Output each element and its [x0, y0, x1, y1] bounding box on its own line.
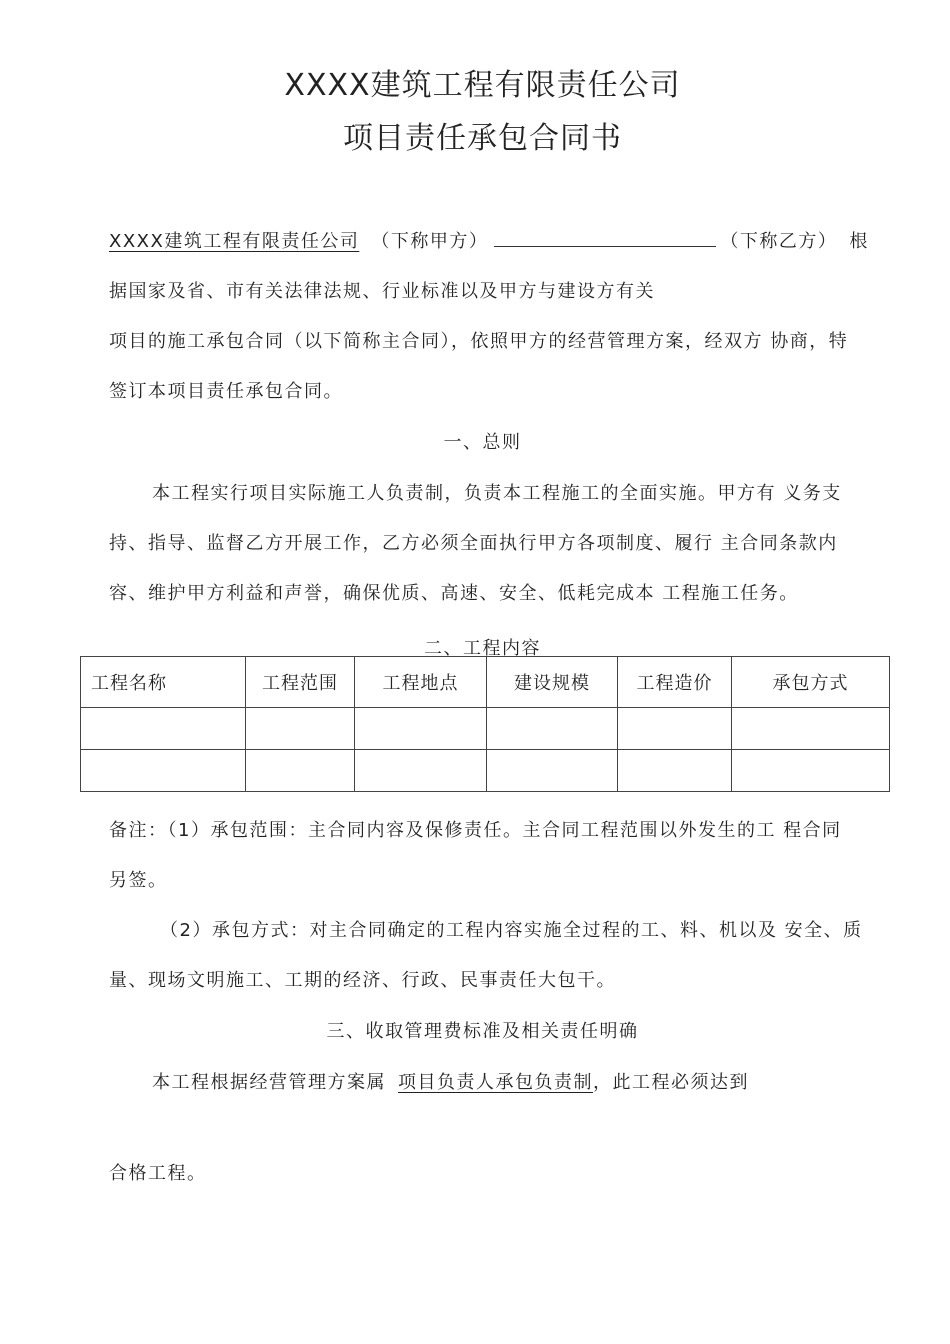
- table-cell: [81, 750, 246, 792]
- table-row: [81, 708, 890, 750]
- section-3-line-1: [152, 1068, 749, 1094]
- section-3-line-2: 合格工程。: [109, 1163, 207, 1184]
- table-row: [81, 750, 890, 792]
- section-3-heading: 三、收取管理费标准及相关责任明确: [326, 1021, 639, 1042]
- table-cell: [732, 750, 890, 792]
- table-cell: [246, 750, 355, 792]
- header-contract-method: 承包方式: [732, 657, 890, 708]
- note-2-line-1: （2）承包方式：对主合同确定的工程内容实施全过程的工、料、机以及 安全、质: [160, 920, 863, 941]
- section-2-heading: 二、工程内容: [424, 638, 541, 659]
- table-cell: [355, 750, 487, 792]
- section-1-line-1: 本工程实行项目实际施工人负责制，负责本工程施工的全面实施。甲方有 义务支: [152, 483, 842, 504]
- section-1-heading: 一、总则: [443, 432, 522, 453]
- project-content-table: [80, 656, 890, 792]
- header-project-scope: 工程范围: [246, 657, 355, 708]
- note-1-line-2: 另签。: [109, 870, 168, 891]
- table-cell: [246, 708, 355, 750]
- table-cell: [355, 708, 487, 750]
- header-project-name: 工程名称: [81, 657, 246, 708]
- note-2-line-2: 量、现场文明施工、工期的经济、行政、民事责任大包干。: [109, 970, 616, 991]
- party-a-name: XXXX建筑工程有限责任公司: [109, 231, 360, 252]
- responsibility-system: 项目负责人承包负责制: [398, 1072, 593, 1093]
- intro-line-3: 项目的施工承包合同（以下简称主合同），依照甲方的经营管理方案，经双方 协商，特: [109, 331, 849, 352]
- section-3-line-1-prefix: 本工程根据经营管理方案属: [152, 1072, 386, 1093]
- document-subtitle: 项目责任承包合同书: [343, 121, 622, 156]
- header-construction-scale: 建设规模: [487, 657, 618, 708]
- section-1-line-3: 容、维护甲方利益和声誉，确保优质、高速、安全、低耗完成本 工程施工任务。: [109, 583, 799, 604]
- note-1-line-1: 备注：（1）承包范围：主合同内容及保修责任。主合同工程范围以外发生的工 程合同: [109, 820, 842, 841]
- section-3-line-1-suffix: ，此工程必须达到: [593, 1072, 749, 1093]
- intro-line-4: 签订本项目责任承包合同。: [109, 381, 343, 402]
- table-header-row: [81, 657, 890, 708]
- header-project-cost: 工程造价: [618, 657, 732, 708]
- table-cell: [487, 708, 618, 750]
- table-cell: [487, 750, 618, 792]
- intro-line-1: [109, 227, 884, 253]
- header-project-location: 工程地点: [355, 657, 487, 708]
- section-1-line-2: 持、指导、监督乙方开展工作，乙方必须全面执行甲方各项制度、履行 主合同条款内: [109, 533, 838, 554]
- intro-line-2: 据国家及省、市有关法律法规、行业标准以及甲方与建设方有关: [109, 281, 655, 302]
- table-cell: [732, 708, 890, 750]
- party-b-blank: [494, 230, 716, 247]
- party-a-note: （下称甲方）: [371, 231, 489, 252]
- table-cell: [618, 708, 732, 750]
- party-b-note: （下称乙方）: [720, 231, 838, 252]
- document-title: XXXX建筑工程有限责任公司: [284, 68, 681, 103]
- intro-line-1-tail: 根: [849, 231, 869, 252]
- table-cell: [618, 750, 732, 792]
- table-cell: [81, 708, 246, 750]
